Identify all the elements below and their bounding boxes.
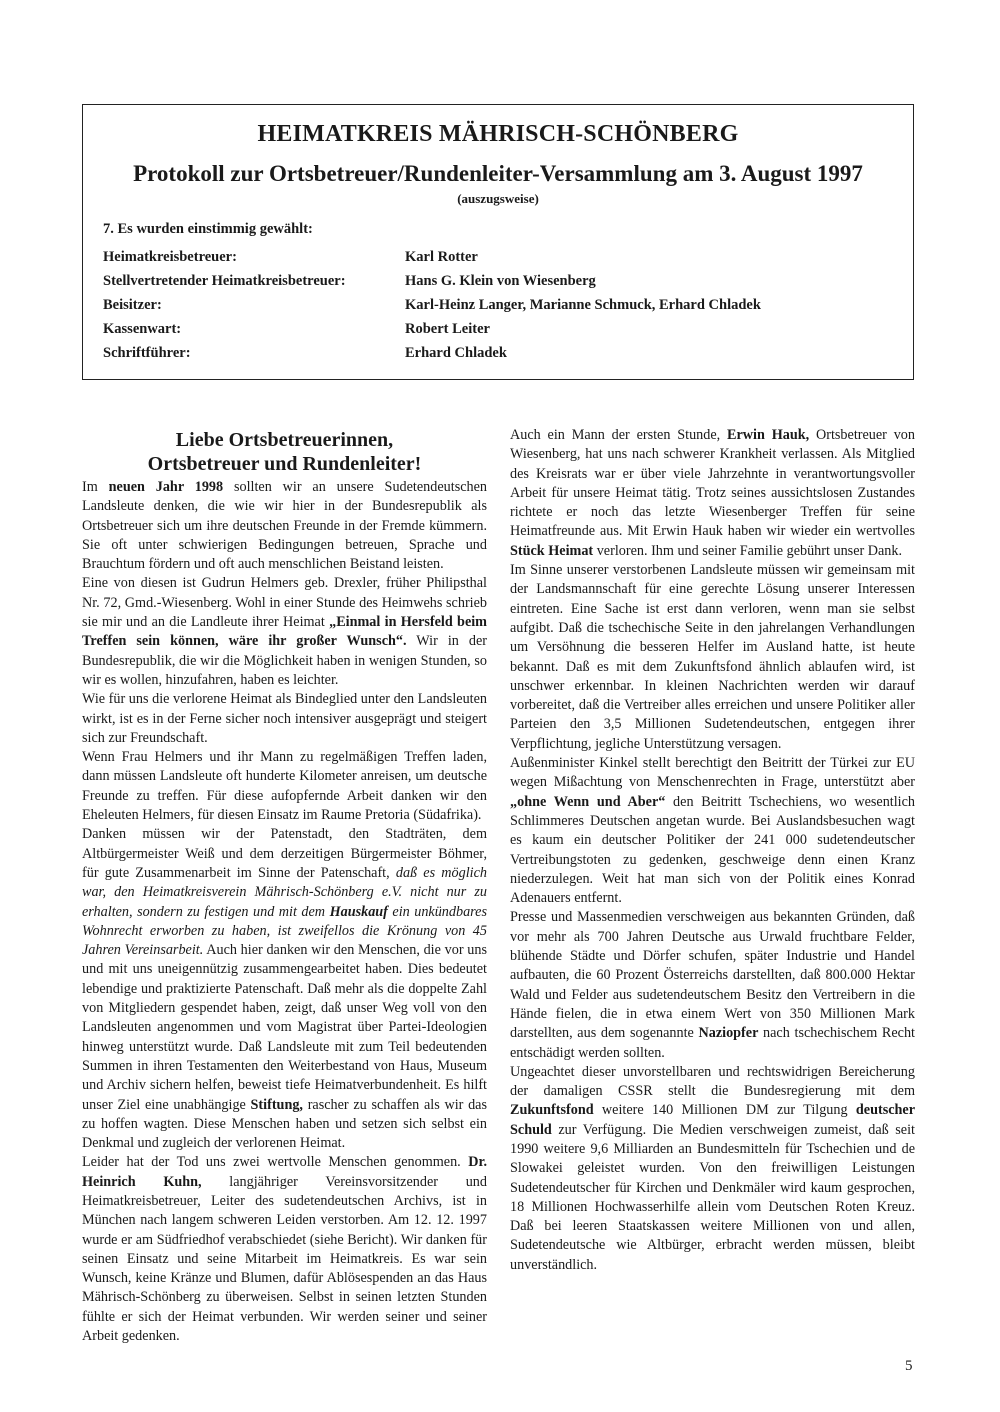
article-column-right bbox=[510, 426, 915, 1275]
election-name: Hans G. Klein von Wiesenberg bbox=[405, 273, 596, 289]
paragraph: Im neuen Jahr 1998 sollten wir an unsere Sudetendeutschen Landsleute denken, die wie wir hier in der Bundesrepublik als Ortsbetreuer sich um ihre deutschen Freunde in der Fremde kümmern. Sie oft unter schwierigen Bedingungen betreuen, Sprache und Brauchtum fördern und oft auch menschlichen Beistand leisten. bbox=[82, 479, 487, 573]
greeting-line-1: Liebe Ortsbetreuerinnen, bbox=[175, 429, 394, 451]
paragraph: Ungeachtet dieser unvorstellbaren und rechtswidrigen Bereicherung der damaligen CSSR stellt die Bundesregierung mit dem Zukunftsfond weitere 140 Millionen DM zur Tilgung deutscher Schuld zur Verfügung. Die Medien verschweigen zumeist, daß seit 1990 weitere 9,6 Milliarden an Bundesmitteln für Tschechien und de Slowakei geleistet wurden. Von den freiwilligen Leistungen Sudetendeutscher für Kirchen und Denkmäler wird kaum gesprochen, 18 Millionen Hochwasserhilfe allein vom Deutschen Roten Kreuz. Daß bei leeren Staatskassen weitere Millionen von und allen, Sudetendeutsche wie Altbürger, erbracht werden müssen, bleibt unverständlich. bbox=[510, 1063, 915, 1273]
paragraph: Leider hat der Tod uns zwei wertvolle Menschen genommen. Dr. Heinrich Kuhn, langjähriger Vereinsvorsitzender und Heimatkreisbetreuer, Leiter des sudetendeutschen Archivs, ist in München nach langem schweren Leiden verstorben. Am 12. 12. 1997 wurde er am Südfriedhof verabschiedet (siehe Bericht). Wir danken für seinen Einsatz und seine Mitarbeit im Heimatkreis. Es war sein Wunsch, keine Kränze und Blumen, dafür Ablösespenden an das Haus Mährisch-Schönberg zu überweisen. Selbst in seinen letzten Stunden fühlte er sich der Heimat verbunden. Wir werden seiner und seiner Arbeit gedenken. bbox=[82, 1154, 487, 1345]
election-name: Robert Leiter bbox=[405, 321, 490, 337]
greeting-heading bbox=[82, 428, 487, 476]
paragraph: Eine von diesen ist Gudrun Helmers geb. Drexler, früher Philipsthal Nr. 72, Gmd.-Wiesenberg. Wohl in einer Stunde des Heimwehs schrieb sie mir und an die Landleute ihrer Heimat „Einmal in Hersfeld beim Treffen sein können, wäre ihr großer Wunsch“. Wir in der Bundesrepublik, die wir die Möglichkeit haben in wenigen Stunden, so wir es wollen, hinzufahren, haben es leichter. bbox=[82, 575, 488, 688]
election-role: Beisitzer: bbox=[103, 297, 162, 313]
heimatkreis-title: HEIMATKREIS MÄHRISCH-SCHÖNBERG bbox=[257, 121, 739, 147]
article-column-left bbox=[82, 428, 487, 1346]
election-role: Kassenwart: bbox=[103, 321, 182, 337]
paragraph: Presse und Massenmedien verschweigen aus bekannten Gründen, daß vor mehr als 700 Jahren Deutsche aus Urwald fruchtbare Felder, blühende Städte und Dörfer schufen, später Industrie und Handel aufbauten, die 60 Prozent Österreichs darstellten, daß 800.000 Hektar Wald und Felder aus sudetendeutschem Besitz den Vertreibern in die Hände fielen, die in etwa einem Wert von 350 Millionen Mark darstellten, aus dem sogenannte Naziopfer nach tschechischem Recht entschädigt werden sollten. bbox=[510, 909, 915, 1061]
election-role: Heimatkreisbetreuer: bbox=[103, 249, 237, 265]
election-name: Erhard Chladek bbox=[405, 345, 507, 361]
election-name: Karl Rotter bbox=[405, 249, 478, 265]
paragraph: Danken müssen wir der Patenstadt, den Stadträten, dem Altbürgermeister Weiß und dem derzeitigen Bürgermeister Böhmer, für gute Zusammenarbeit im Sinne der Patenschaft, daß es möglich war, den Heimatkreisverein Mährisch-Schönberg e.V. nicht nur zu erhalten, sondern zu festigen und mit dem Hauskauf ein unkündbares Wohnrecht erworben zu haben, ist zweifellos die Krönung von 45 Jahren Vereinsarbeit. Auch hier danken wir den Menschen, die vor uns und mit uns uneigennützig zusammengearbeitet haben. Dies bedeutet lebendige und praktizierte Patenschaft. Daß mehr als die doppelte Zahl von Mitgliedern gespendet haben, zeigt, daß unser Weg voll von den Landsleuten angenommen und vom Magistrat über Partei-Ideologien hinweg unterstützt wurde. Daß Landsleute mit zum Teil bedeutenden Summen in ihren Testamenten den Weiterbestand von Haus, Museum und Archiv sichern helfen, beweist tiefe Heimatverbundenheit. Es hilft unser Ziel eine unabhängige Stiftung, rascher zu schaffen als wir das zu hoffen wagten. Diese Menschen haben und setzen sich selbst ein Denkmal und zugleich der verlorenen Heimat. bbox=[82, 826, 487, 1152]
election-role: Schriftführer: bbox=[103, 345, 191, 361]
election-role: Stellvertretender Heimatkreisbetreuer: bbox=[103, 273, 346, 289]
protocol-subtitle: Protokoll zur Ortsbetreuer/Rundenleiter-Versammlung am 3. August 1997 bbox=[133, 161, 863, 186]
paragraph: Im Sinne unserer verstorbenen Landsleute müssen wir gemeinsam mit der Landsmannschaft für eine gerechte Lösung unserer Interessen eintreten. Eine Sache ist erst dann verloren, wenn man sie selbst aufgibt. Daß die tschechische Seite in den jahrelangen Verhandlungen um Versöhnung die besseren Helfer im Ausland hatte, ist heute bekannt. Daß es mit dem Zukunftsfond ähnlich ablaufen wird, ist unschwer erkennbar. In kleinen Nachrichten werden wir darauf vorbereitet, daß die Vertreiber alles erreichen und unsere Politiker aller Parteien den 3,5 Millionen Sudetendeutschen, entgegen ihrer Verpflichtung, jegliche Unterstützung versagen. bbox=[510, 562, 915, 752]
greeting-line-2: Ortsbetreuer und Rundenleiter! bbox=[147, 453, 422, 475]
excerpt-note: (auszugsweise) bbox=[457, 191, 539, 206]
protocol-box bbox=[82, 104, 914, 380]
page-number: 5 bbox=[905, 1358, 913, 1374]
paragraph: Wie für uns die verlorene Heimat als Bindeglied unter den Landsleuten wirkt, ist es in der Ferne sicher noch intensiver ausgeprägt und steigert sich zur Freundschaft. bbox=[82, 691, 487, 746]
election-name: Karl-Heinz Langer, Marianne Schmuck, Erhard Chladek bbox=[405, 297, 761, 313]
election-intro: 7. Es wurden einstimmig gewählt: bbox=[103, 221, 313, 237]
paragraph: Außenminister Kinkel stellt berechtigt den Beitritt der Türkei zur EU wegen Mißachtung von Menschenrechten in Frage, unterstützt aber „ohne Wenn und Aber“ den Beitritt Tschechiens, wo wesentlich Schlimmeres Deutschen angetan wurde. Bei Auslandsbesuchen wagt es kaum ein deutscher Politiker der 241 000 sudetendeutscher Vertreibungstoten zu gedenken, geschweige denn einen Kranz niederzulegen. Weit hat man sich von der Politik eines Konrad Adenauers entfernt. bbox=[510, 755, 916, 907]
paragraph: Auch ein Mann der ersten Stunde, Erwin Hauk, Ortsbetreuer von Wiesenberg, hat uns nach schwerer Krankheit verlassen. Als Mitglied des Kreisrats war er über viele Jahrzehnte in verantwortungsvoller Arbeit für unsere Heimat tätig. Trotz seines aussichtslosen Zustandes richtete er noch das letzte Wiesenberger Treffen für seine Heimatfreunde aus. Mit Erwin Hauk haben wir wieder ein wertvolles Stück Heimat verloren. Ihm und seiner Familie gebührt unser Dank. bbox=[510, 427, 915, 559]
paragraph: Wenn Frau Helmers und ihr Mann zu regelmäßigen Treffen laden, dann müssen Landsleute oft hunderte Kilometer anreisen, um deutsche Freunde zu treffen. Für diese aufopfernde Arbeit danken wir den Eheleuten Helmers, für diesen Einsatz im Raume Pretoria (Südafrika). bbox=[82, 749, 487, 824]
